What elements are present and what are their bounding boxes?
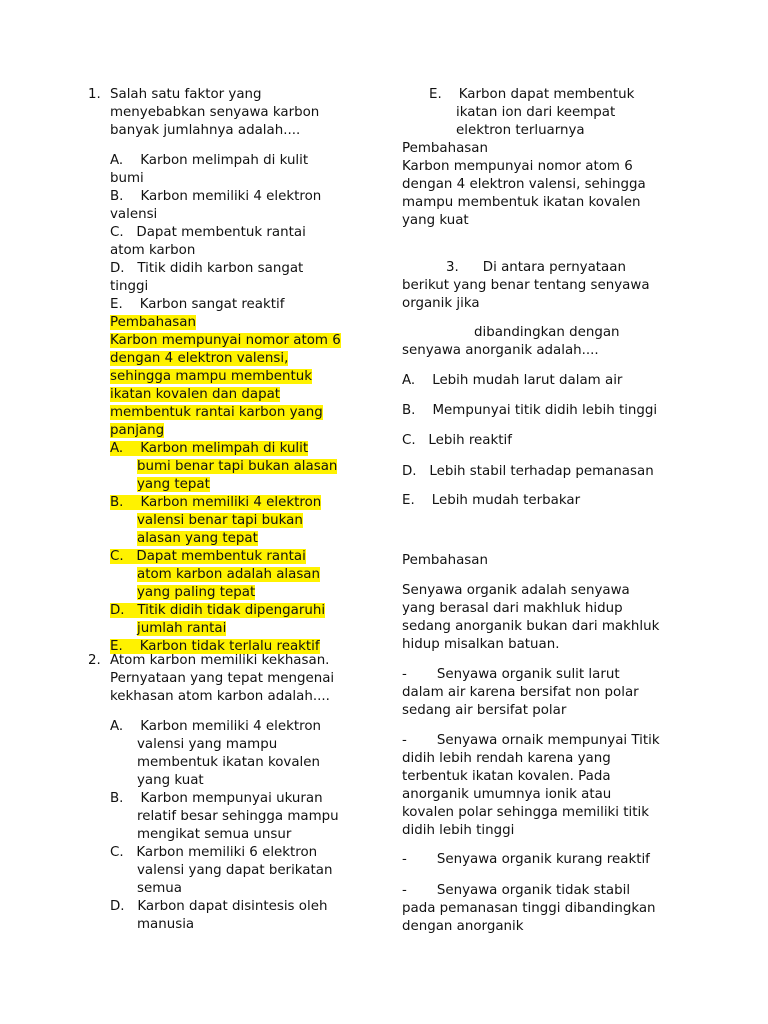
explanation-title: Pembahasan	[402, 141, 488, 156]
option-a: A. Karbon memiliki 4 elektron	[110, 719, 321, 734]
option-c: C. Lebih reaktif	[402, 433, 512, 448]
question-1	[84, 86, 384, 140]
explanation-point: - Senyawa organik tidak stabil pada pemanasan tinggi dibandingkan dengan anorganik	[402, 883, 656, 934]
option-d: D. Titik didih karbon sangat	[110, 261, 304, 276]
option-e: E. Lebih mudah terbakar	[402, 493, 581, 508]
explanation-text: Karbon mempunyai nomor atom 6 dengan 4 elektron valensi, sehingga mampu membentuk ikatan kovalen dan dapat membentuk rantai karbon yang panjang	[110, 333, 341, 438]
review-c: C. Dapat membentuk rantai	[110, 549, 306, 564]
question-2-explanation: Pembahasan Karbon mempunyai nomor atom 6 dengan 4 elektron valensi, sehingga mampu membentuk ikatan kovalen yang kuat	[402, 140, 702, 230]
question-number: 1.	[88, 87, 101, 102]
review-a: A. Karbon melimpah di kulit	[110, 441, 309, 456]
option-a: A. Karbon melimpah di kulit	[110, 153, 309, 168]
review-e: E. Karbon tidak terlalu reaktif	[110, 639, 320, 654]
explanation-point: - Senyawa organik sulit larut dalam air karena bersifat non polar sedang air bersifat polar	[402, 667, 639, 718]
option-c: C. Karbon memiliki 6 elektron	[110, 845, 318, 860]
option-b: B. Karbon memiliki 4 elektron	[110, 189, 322, 204]
question-text: Salah satu faktor yang menyebabkan senyawa karbon banyak jumlahnya adalah....	[110, 87, 320, 138]
review-b: B. Karbon memiliki 4 elektron	[110, 495, 322, 510]
question-2-option-e: E. Karbon dapat membentuk ikatan ion dari keempat elektron terluarnya	[429, 87, 635, 138]
explanation-point: - Senyawa ornaik mempunyai Titik didih lebih rendah karena yang terbentuk ikatan kovalen. Pada anorganik umumnya ionik atau kovalen polar sehingga memiliki titik didih lebih tinggi	[402, 733, 660, 838]
option-b: B. Mempunyai titik didih lebih tinggi	[402, 403, 658, 418]
question-number: 2.	[88, 653, 101, 668]
review-d: D. Titik didih tidak dipengaruhi	[110, 603, 326, 618]
option-d: D. Karbon dapat disintesis oleh	[110, 899, 328, 914]
option-c: C. Dapat membentuk rantai	[110, 225, 306, 240]
explanation-intro: Senyawa organik adalah senyawa yang berasal dari makhluk hidup sedang anorganik bukan dari makhluk hidup misalkan batuan.	[402, 583, 660, 652]
option-e: E. Karbon sangat reaktif	[110, 297, 285, 312]
question-number: 3.	[446, 260, 459, 275]
question-1-options: A. Karbon melimpah di kulit bumi B. Karbon memiliki 4 elektron valensi C. Dapat membentuk rantai atom karbon D. Titik didih karbon sangat tinggi E. Karbon sangat reaktif Pembahasan Karbon mempunyai nomor atom 6 dengan 4 elektron valensi, sehingga mampu membentuk ikatan kovalen dan dapat membentuk rantai karbon yang panjang A. Karbon melimpah di kulit bumi benar tapi bukan alasan yang tepat B. Karbon memiliki 4 elektron valensi benar tapi bukan alasan yang tepat C. Dapat membentuk rantai atom karbon adalah alasan yang paling tepat D. Titik didih tidak dipengaruhi jumlah rantai E. Karbon tidak terlalu reaktif	[110, 152, 360, 656]
question-2-options: A. Karbon memiliki 4 elektron valensi yang mampu membentuk ikatan kovalen yang kuat B. Karbon mempunyai ukuran relatif besar sehingga mampu mengikat semua unsur C. Karbon memiliki 6 elektron valensi yang dapat berikatan semua D. Karbon dapat disintesis oleh manusia	[110, 718, 370, 934]
option-b: B. Karbon mempunyai ukuran	[110, 791, 323, 806]
option-d: D. Lebih stabil terhadap pemanasan	[402, 464, 654, 479]
explanation-title: Pembahasan	[110, 315, 196, 330]
explanation-point: - Senyawa organik kurang reaktif	[402, 852, 650, 867]
question-text: Atom karbon memiliki kekhasan. Pernyataan yang tepat mengenai kekhasan atom karbon adalah....	[110, 653, 335, 704]
explanation-title: Pembahasan	[402, 553, 488, 568]
question-text: 3. Di antara pernyataan	[446, 260, 626, 275]
question-3: 3. Di antara pernyataan berikut yang benar tentang senyawa organik jika	[402, 259, 702, 313]
option-a: A. Lebih mudah larut dalam air	[402, 373, 623, 388]
review-list: A. Karbon melimpah di kulit bumi benar tapi bukan alasan yang tepat B. Karbon memiliki 4 elektron valensi benar tapi bukan alasan yang tepat C. Dapat membentuk rantai atom karbon adalah alasan yang paling tepat D. Titik didih tidak dipengaruhi jumlah rantai E. Karbon tidak terlalu reaktif	[110, 440, 360, 656]
question-3-continued: dibandingkan dengan senyawa anorganik adalah....	[402, 325, 620, 358]
question-2	[84, 652, 384, 706]
